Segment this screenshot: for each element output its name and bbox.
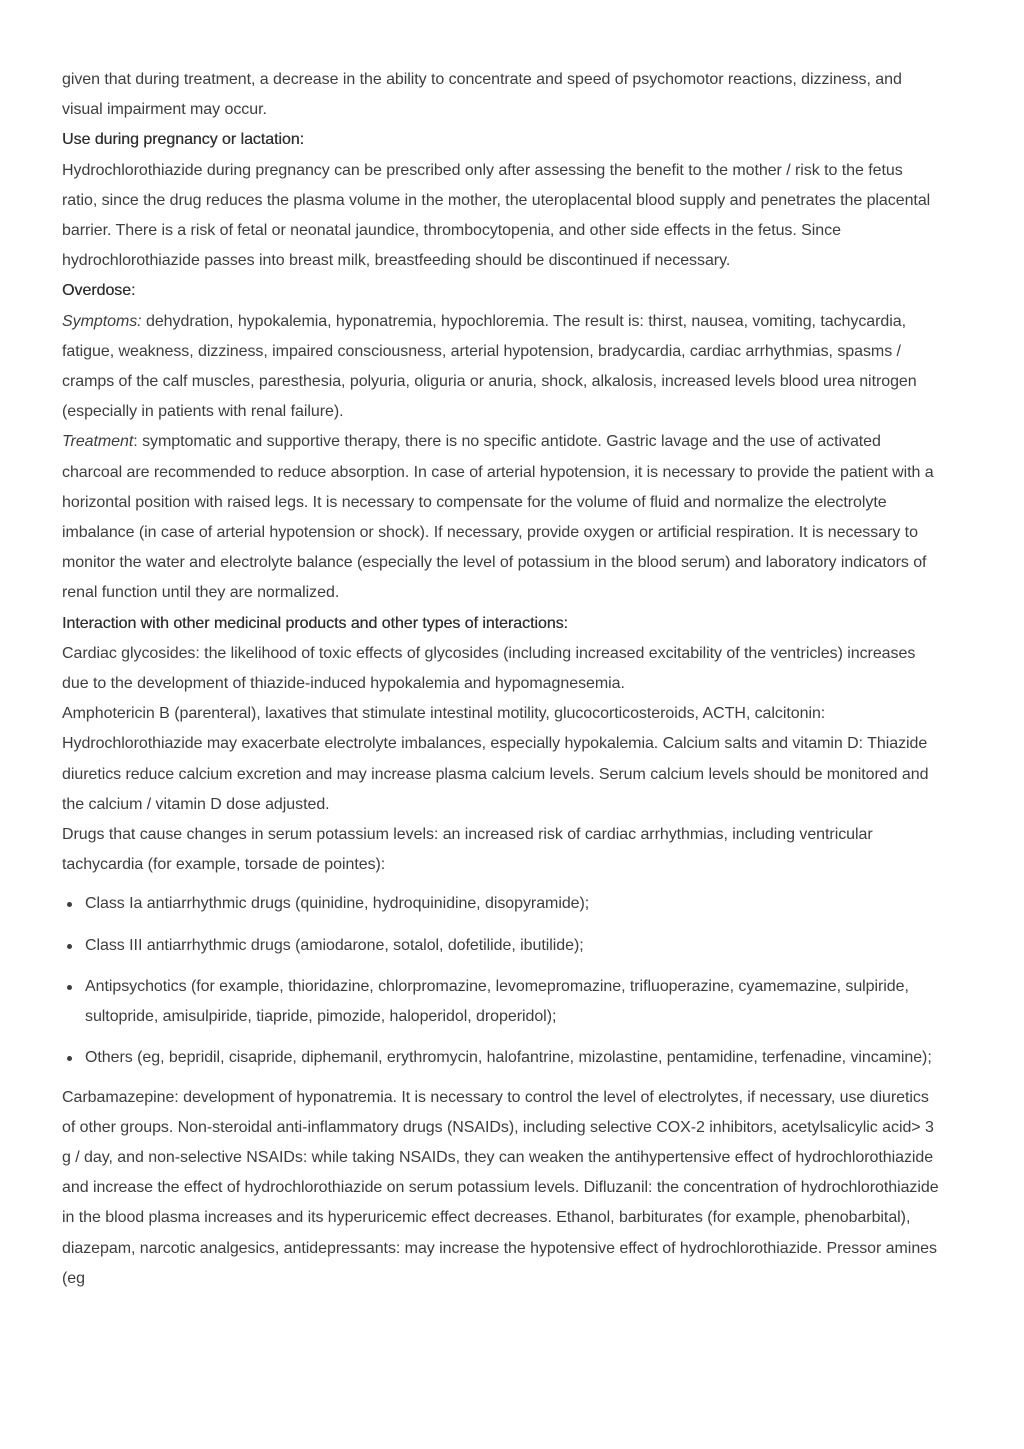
list-item: Antipsychotics (for example, thioridazine, chlorpromazine, levomepromazine, trifluoperazine, cyamemazine, sulpiride, sultopride, amisulpiride, tiapride, pimozide, haloperidol, droperidol);: [85, 972, 942, 1032]
list-item: Class III antiarrhythmic drugs (amiodarone, sotalol, dofetilide, ibutilide);: [85, 931, 942, 961]
cardiac-glycosides-paragraph: Cardiac glycosides: the likelihood of toxic effects of glycosides (including increased excitability of the ventricles) increases due to the development of thiazide-induced hypokalemia and hypomagnesemia.: [62, 644, 916, 693]
document-page: [62, 65, 942, 1294]
intro-continuation-paragraph: given that during treatment, a decrease in the ability to concentrate and speed of psychomotor reactions, dizziness, and visual impairment may occur.: [62, 71, 902, 119]
symptoms-text: dehydration, hypokalemia, hyponatremia, hypochloremia. The result is: thirst, nausea, vomiting, tachycardia, fatigue, weakness, dizziness, impaired consciousness, arterial hypotension, bradycardia, cardiac arrhythmias, spasms / cramps of the calf muscles, paresthesia, polyuria, oliguria or anuria, shock, alkalosis, increased levels blood urea nitrogen (especially in patients with renal failure).: [62, 312, 917, 421]
amphotericin-paragraph: Amphotericin B (parenteral), laxatives that stimulate intestinal motility, glucocorticosteroids, ACTH, calcitonin: Hydrochlorothiazide may exacerbate electrolyte imbalances, especially hypokalemia. Calcium salts and vitamin D: Thiazide diuretics reduce calcium excretion and may increase plasma calcium levels. Serum calcium levels should be monitored and the calcium / vitamin D dose adjusted.: [62, 705, 929, 813]
overdose-treatment-paragraph: [62, 427, 942, 608]
list-item: Others (eg, bepridil, cisapride, diphemanil, erythromycin, halofantrine, mizolastine, pentamidine, terfenadine, vincamine);: [85, 1043, 942, 1073]
interactions-heading: Interaction with other medicinal products and other types of interactions:: [62, 614, 568, 632]
symptoms-label: Symptoms:: [62, 312, 142, 330]
overdose-symptoms-paragraph: [62, 307, 942, 428]
potassium-drugs-paragraph: Drugs that cause changes in serum potassium levels: an increased risk of cardiac arrhythmias, including ventricular tachycardia (for example, torsade de pointes):: [62, 826, 873, 874]
pregnancy-paragraph: Hydrochlorothiazide during pregnancy can be prescribed only after assessing the benefit to the mother / risk to the fetus ratio, since the drug reduces the plasma volume in the mother, the uteroplacental blood supply and penetrates the placental barrier. There is a risk of fetal or neonatal jaundice, thrombocytopenia, and other side effects in the fetus. Since hydrochlorothiazide passes into breast milk, breastfeeding should be discontinued if necessary.: [62, 161, 931, 270]
treatment-text: : symptomatic and supportive therapy, there is no specific antidote. Gastric lavage and the use of activated charcoal are recommended to reduce absorption. In case of arterial hypotension, it is necessary to provide the patient with a horizontal position with raised legs. It is necessary to compensate for the volume of fluid and normalize the electrolyte imbalance (in case of arterial hypotension or shock). If necessary, provide oxygen or artificial respiration. It is necessary to monitor the water and electrolyte balance (especially the level of potassium in the blood serum) and laboratory indicators of renal function until they are normalized.: [62, 433, 934, 602]
pregnancy-heading: Use during pregnancy or lactation:: [62, 131, 304, 149]
overdose-heading: Overdose:: [62, 282, 136, 300]
treatment-label: Treatment: [62, 433, 134, 451]
carbamazepine-paragraph: Carbamazepine: development of hyponatremia. It is necessary to control the level of electrolytes, if necessary, use diuretics of other groups. Non-steroidal anti-inflammatory drugs (NSAIDs), including selective COX-2 inhibitors, acetylsalicylic acid> 3 g / day, and non-selective NSAIDs: while taking NSAIDs, they can weaken the antihypertensive effect of hydrochlorothiazide and increase the effect of hydrochlorothiazide on serum potassium levels. Difluzanil: the concentration of hydrochlorothiazide in the blood plasma increases and its hyperuricemic effect decreases. Ethanol, barbiturates (for example, phenobarbital), diazepam, narcotic analgesics, antidepressants: may increase the hypotensive effect of hydrochlorothiazide. Pressor amines (eg: [62, 1088, 939, 1287]
list-item: Class Ia antiarrhythmic drugs (quinidine, hydroquinidine, disopyramide);: [85, 889, 942, 919]
drug-class-list: [62, 889, 942, 1073]
